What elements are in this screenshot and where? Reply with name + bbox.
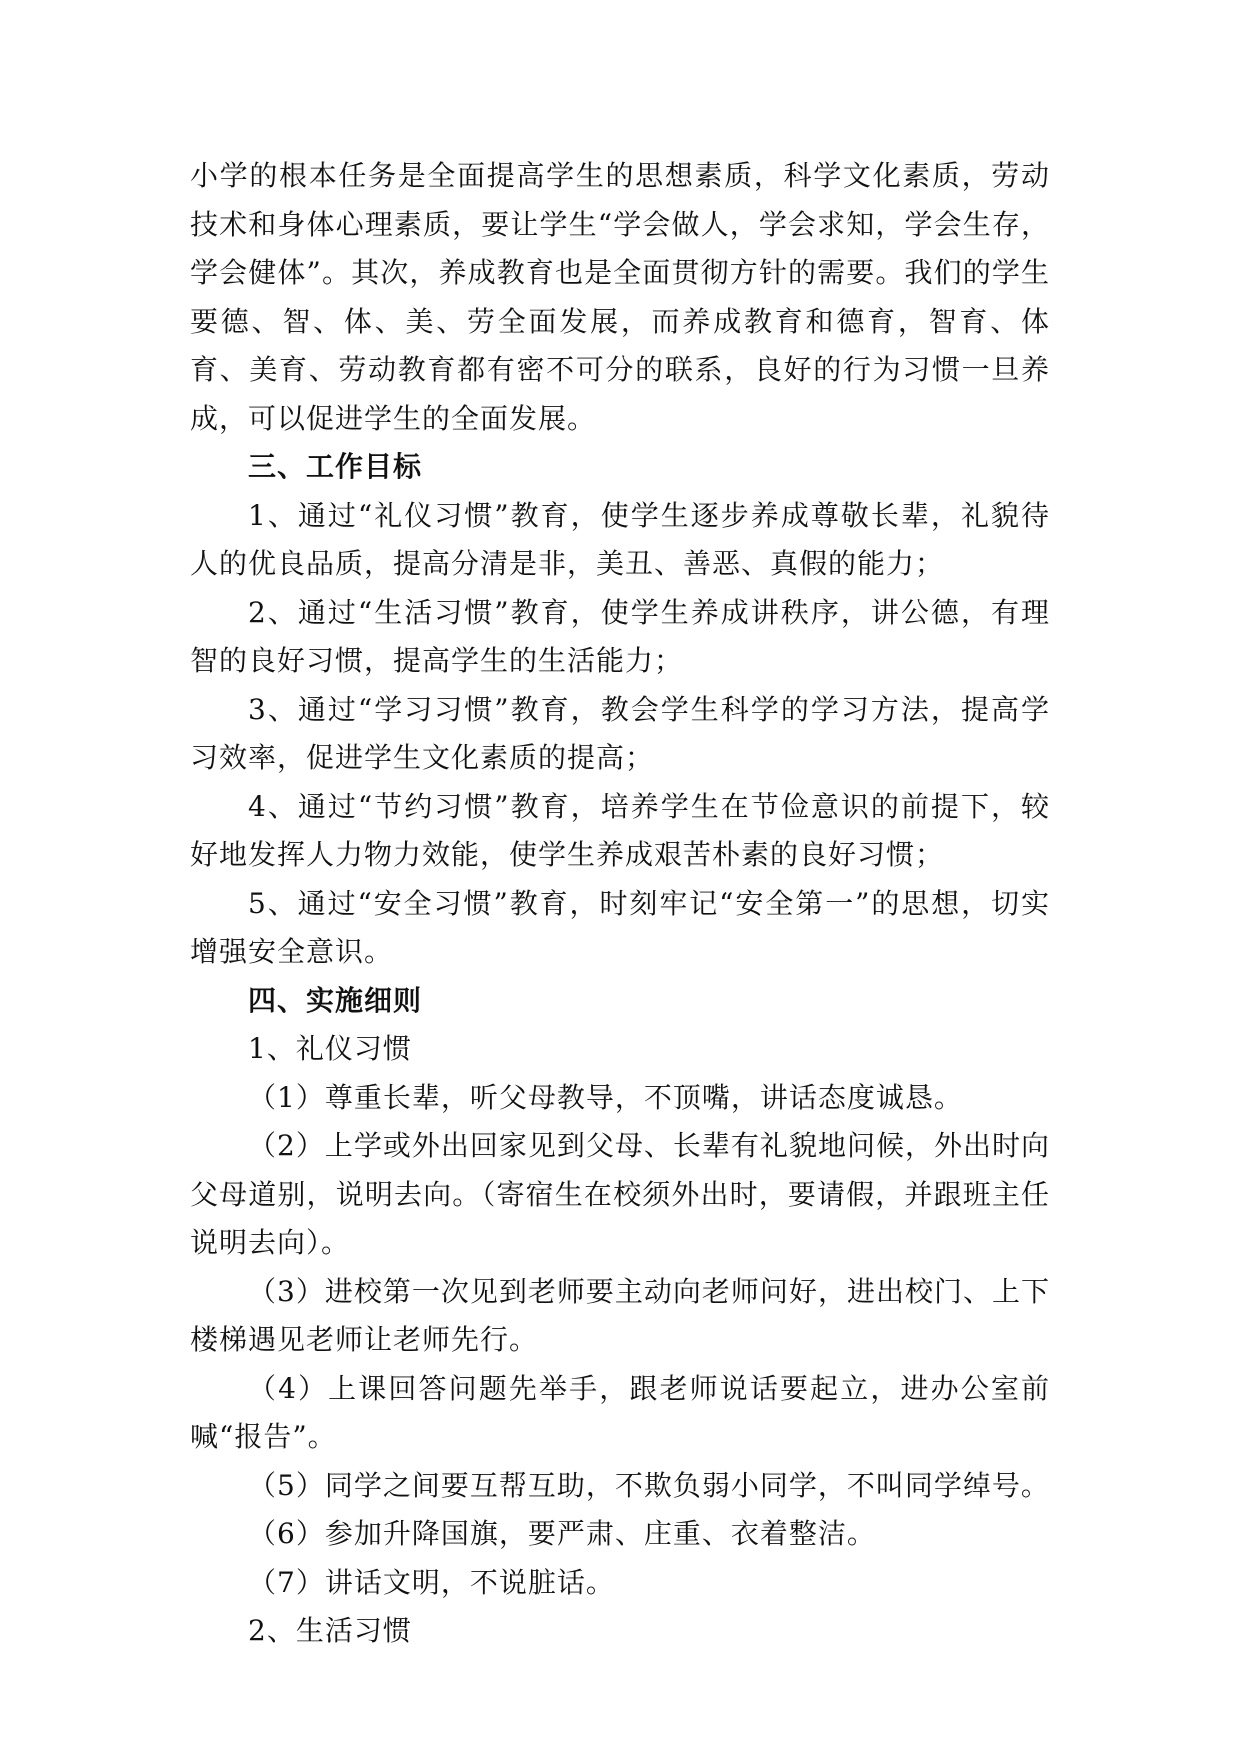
rule-item: （6）参加升降国旗，要严肃、庄重、衣着整洁。 xyxy=(248,1517,876,1550)
goal-item: 2、通过“生活习惯”教育，使学生养成讲秩序，讲公德，有理智的良好习惯，提高学生的生活能力； xyxy=(190,595,1050,677)
rule-item: （4）上课回答问题先举手，跟老师说话要起立，进办公室前喊“报告”。 xyxy=(190,1371,1050,1453)
document-body xyxy=(190,152,1050,1656)
goal-item: 1、通过“礼仪习惯”教育，使学生逐步养成尊敬长辈，礼貌待人的优良品质，提高分清是非，美丑、善恶、真假的能力； xyxy=(190,498,1050,580)
goal-item: 5、通过“安全习惯”教育，时刻牢记“安全第一”的思想，切实增强安全意识。 xyxy=(190,886,1050,968)
goal-item: 3、通过“学习习惯”教育，教会学生科学的学习方法，提高学习效率，促进学生文化素质的提高； xyxy=(190,692,1050,774)
rule-item: （3）进校第一次见到老师要主动向老师问好，进出校门、上下楼梯遇见老师让老师先行。 xyxy=(190,1274,1050,1356)
subheading-living-habits: 2、生活习惯 xyxy=(248,1614,412,1647)
rule-item: （7）讲话文明，不说脏话。 xyxy=(248,1565,615,1599)
intro-paragraph: 小学的根本任务是全面提高学生的思想素质，科学文化素质，劳动技术和身体心理素质，要让学生“学会做人，学会求知，学会生存，学会健体”。其次，养成教育也是全面贯彻方针的需要。我们的学生要德、智、体、美、劳全面发展，而养成教育和德育，智育、体育、美育、劳动教育都有密不可分的联系，良好的行为习惯一旦养成，可以促进学生的全面发展。 xyxy=(190,159,1050,435)
rule-item: （5）同学之间要互帮互助，不欺负弱小同学，不叫同学绰号。 xyxy=(248,1468,1050,1502)
rule-item: （1）尊重长辈，听父母教导，不顶嘴，讲话态度诚恳。 xyxy=(248,1080,963,1114)
section-heading-work-goals: 三、工作目标 xyxy=(248,450,423,483)
section-heading-implementation: 四、实施细则 xyxy=(248,983,423,1017)
subheading-etiquette: 1、礼仪习惯 xyxy=(248,1032,412,1065)
rule-item: （2）上学或外出回家见到父母、长辈有礼貌地问候，外出时向父母道别，说明去向。（寄宿生在校须外出时，要请假，并跟班主任说明去向）。 xyxy=(190,1129,1050,1259)
goal-item: 4、通过“节约习惯”教育，培养学生在节俭意识的前提下，较好地发挥人力物力效能，使学生养成艰苦朴素的良好习惯； xyxy=(190,789,1050,871)
